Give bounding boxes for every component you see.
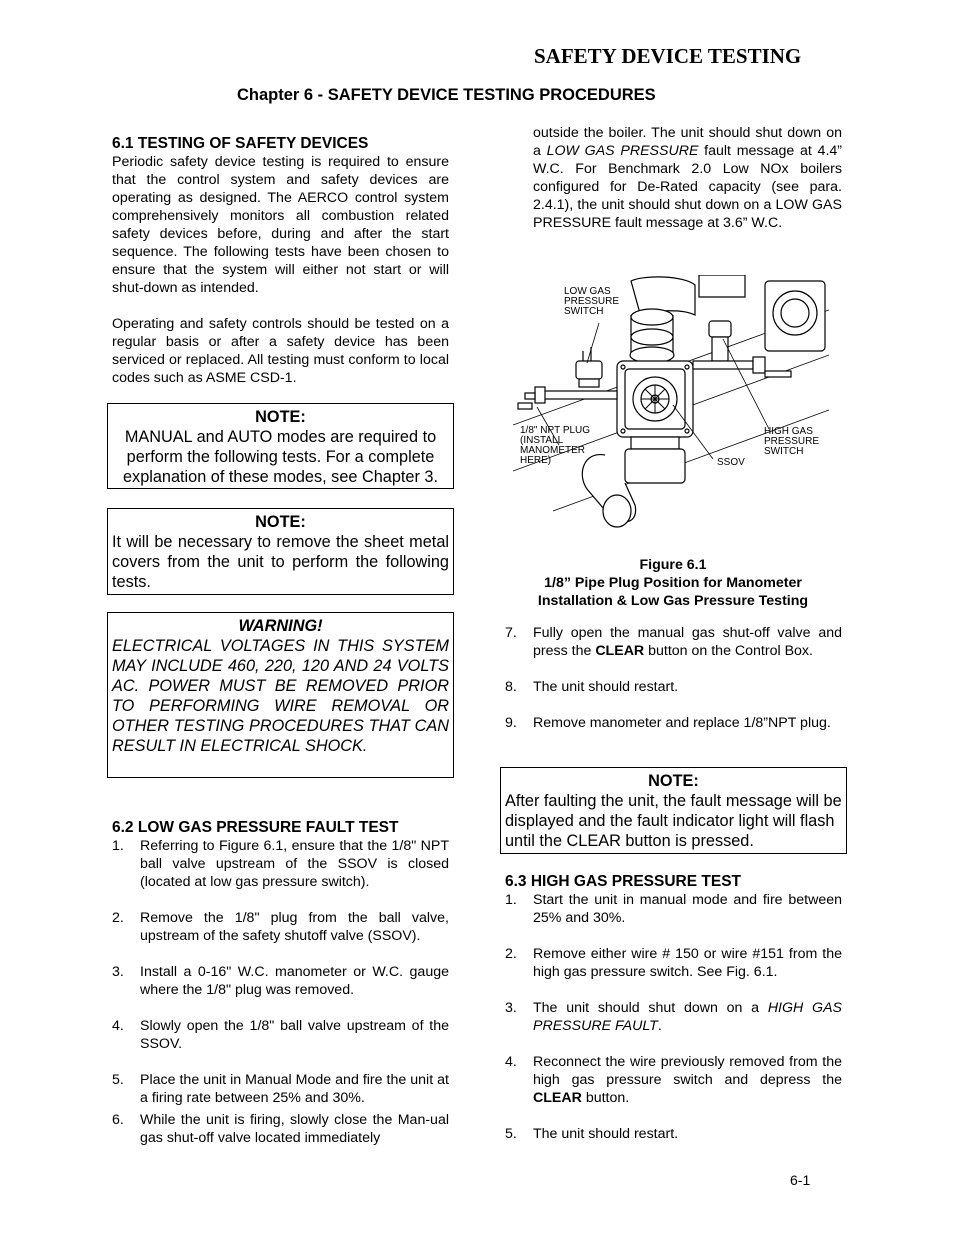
note-box-covers — [107, 508, 454, 595]
section-6-1-para-2: Operating and safety controls should be tested on a regular basis or after a safety device has been serviced or replaced. All testing must conform to local codes such as ASME CSD-1. — [112, 316, 449, 386]
list-item: 4. Reconnect the wire previously removed from the high gas pressure switch and depress the CLEAR button. — [505, 1054, 842, 1106]
section-6-3 — [505, 873, 842, 1143]
note-title: NOTE: — [255, 408, 306, 426]
list-item: 5. The unit should restart. — [505, 1126, 679, 1142]
label-high-gas-pressure-switch-2: PRESSURE — [764, 436, 820, 447]
list-item: 2. Remove either wire # 150 or wire #151 from the high gas pressure switch. See Fig. 6.1. — [505, 946, 842, 980]
list-item: 2. Remove the 1/8" plug from the ball valve, upstream of the safety shutoff valve (SSOV). — [112, 910, 449, 944]
label-npt-plug-3: MANOMETER — [520, 445, 585, 456]
note-box-fault — [500, 767, 847, 854]
warning-body: ELECTRICAL VOLTAGES IN THIS SYSTEM MAY INCLUDE 460, 220, 120 AND 24 VOLTS AC. POWER MUST BE REMOVED PRIOR TO PERFORMING WIRE REMOVAL OR OTHER TESTING PROCEDURES THAT CAN RESULT IN ELECTRICAL SHOCK. — [112, 637, 449, 755]
section-6-1-title: 6.1 TESTING OF SAFETY DEVICES — [112, 135, 369, 152]
label-low-gas-pressure-switch-1: LOW GAS — [564, 286, 611, 297]
label-npt-plug-4: HERE) — [520, 455, 552, 466]
figure-6-1-diagram — [513, 275, 829, 533]
warning-box — [107, 612, 454, 778]
list-item: 1. Start the unit in manual mode and fire between 25% and 30%. — [505, 892, 842, 926]
list-item: 5. Place the unit in Manual Mode and fire the unit at a firing rate between 25% and 30%. — [112, 1072, 449, 1106]
note-body: After faulting the unit, the fault message will be displayed and the fault indicator light will flash until the CLEAR button is pressed. — [505, 792, 842, 850]
note-title: NOTE: — [255, 513, 306, 531]
label-npt-plug-1: 1/8" NPT PLUG — [520, 425, 591, 436]
label-low-gas-pressure-switch-3: SWITCH — [564, 306, 604, 317]
figure-caption — [500, 556, 846, 610]
label-low-gas-pressure-switch-2: PRESSURE — [564, 296, 620, 307]
note-title: NOTE: — [648, 772, 699, 790]
list-item: 8. The unit should restart. — [505, 679, 679, 695]
note-body: It will be necessary to remove the sheet metal covers from the unit to perform the following tests. — [112, 533, 449, 591]
label-high-gas-pressure-switch-3: SWITCH — [764, 446, 804, 457]
section-6-1 — [112, 135, 449, 387]
note-box-modes — [107, 403, 454, 489]
list-item: 1. Referring to Figure 6.1, ensure that the 1/8" NPT ball valve upstream of the SSOV is closed (located at low gas pressure switch). — [112, 838, 449, 890]
label-ssov: SSOV — [717, 457, 745, 468]
section-6-2-title: 6.2 LOW GAS PRESSURE FAULT TEST — [112, 819, 399, 836]
section-6-2-steps-7-9 — [505, 624, 842, 732]
warning-title: WARNING! — [238, 617, 323, 635]
list-item-continuation: outside the boiler. The unit should shut down on a LOW GAS PRESSURE fault message at 4.4” W.C. For Benchmark 2.0 Low NOx boilers configured for De-Rated capacity (see para. 2.4.1), the unit should shut down on a LOW GAS PRESSURE fault message at 3.6” W.C. — [533, 125, 842, 231]
list-item: 6. While the unit is firing, slowly close the Man-ual gas shut-off valve located immediately — [112, 1112, 449, 1146]
label-npt-plug-2: (INSTALL — [520, 435, 564, 446]
list-item: 3. Install a 0-16" W.C. manometer or W.C. gauge where the 1/8" plug was removed. — [112, 964, 449, 998]
figure-caption-line-1: 1/8” Pipe Plug Position for Manometer — [544, 575, 802, 591]
note-body: MANUAL and AUTO modes are required to perform the following tests. For a complete explanation of these modes, see Chapter 3. — [123, 428, 438, 486]
page-header-title: SAFETY DEVICE TESTING — [534, 44, 802, 68]
chapter-title: Chapter 6 - SAFETY DEVICE TESTING PROCEDURES — [237, 86, 656, 104]
section-6-2 — [112, 819, 449, 1147]
section-6-2-continued — [533, 124, 842, 232]
label-high-gas-pressure-switch-1: HIGH GAS — [764, 426, 813, 437]
list-item: 9. Remove manometer and replace 1/8”NPT plug. — [505, 715, 831, 731]
list-item: 4. Slowly open the 1/8" ball valve upstream of the SSOV. — [112, 1018, 449, 1052]
list-item: 3. The unit should shut down on a HIGH GAS PRESSURE FAULT. — [505, 1000, 842, 1034]
section-6-3-title: 6.3 HIGH GAS PRESSURE TEST — [505, 873, 741, 890]
figure-caption-line-2: Installation & Low Gas Pressure Testing — [537, 593, 809, 609]
list-item: 7. Fully open the manual gas shut-off valve and press the CLEAR button on the Control Box. — [505, 625, 842, 659]
page-number: 6-1 — [790, 1172, 811, 1188]
figure-number: Figure 6.1 — [639, 557, 707, 573]
section-6-1-para-1: Periodic safety device testing is required to ensure that the control system and safety devices are operating as designed. The AERCO control system comprehensively monitors all combustion related safety devices before, during and after the start sequence. The following tests have been chosen to ensure that the system will either not start or will shut-down as intended. — [112, 154, 449, 296]
